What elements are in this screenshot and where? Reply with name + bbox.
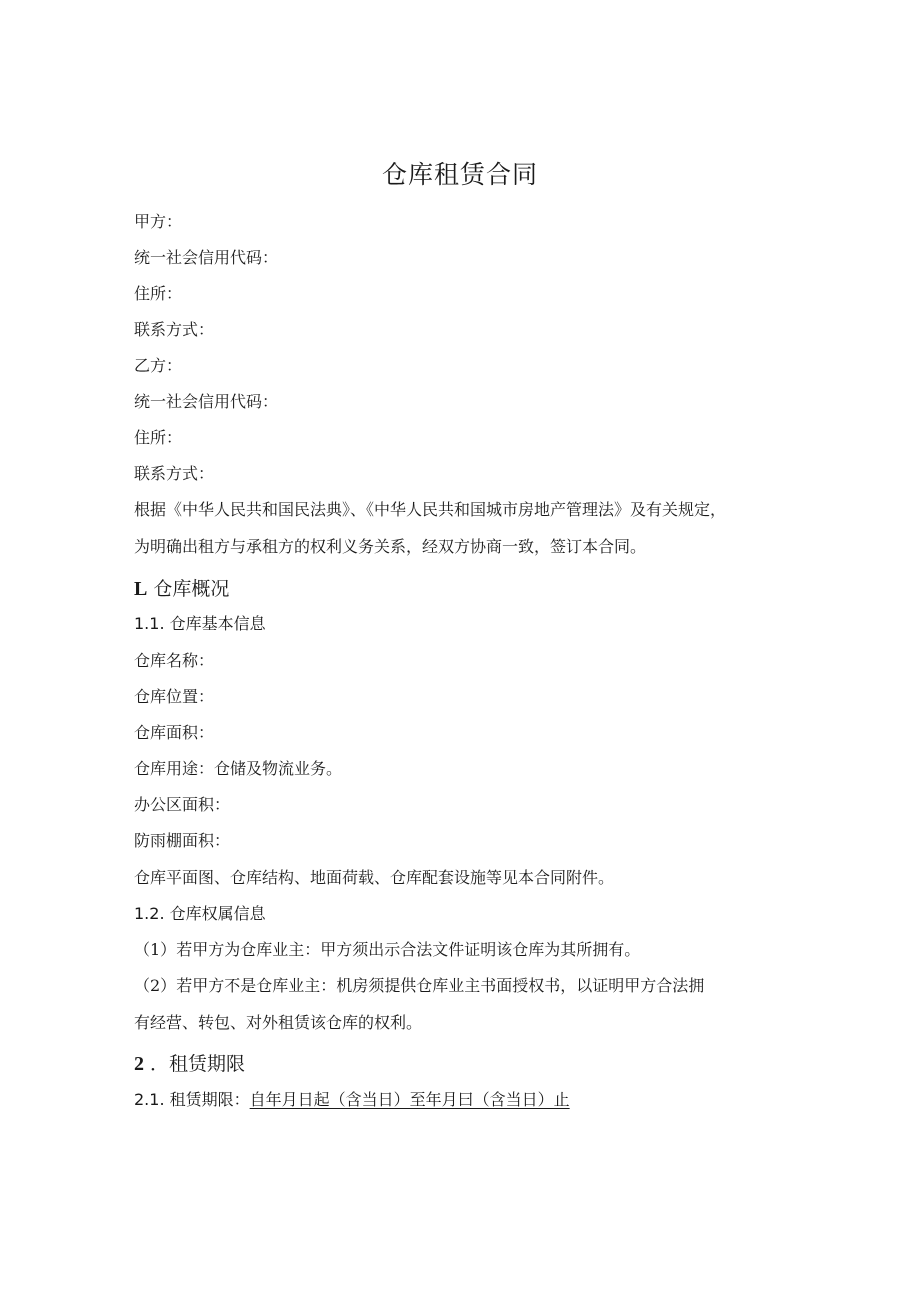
clause-1-number: （1） [134, 940, 177, 959]
ownership-clause-2-continued: 有经营、转包、对外租赁该仓库的权利。 [134, 1013, 423, 1032]
section-1-number: L [134, 578, 148, 600]
warehouse-location: 仓库位置： [134, 687, 215, 706]
warehouse-area: 仓库面积： [134, 723, 215, 742]
subsection-2-1-number: 2.1. [134, 1090, 165, 1109]
party-b-contact: 联系方式： [134, 464, 215, 483]
party-b-address: 住所： [134, 428, 183, 447]
section-1-title: 仓库概况 [153, 578, 230, 600]
canopy-area: 防雨棚面积： [134, 831, 231, 850]
party-a-address: 住所： [134, 284, 183, 303]
section-1-heading [134, 575, 229, 603]
document-title: 仓库租赁合同 [381, 160, 538, 189]
clause-2-number: （2） [134, 976, 177, 995]
ownership-clause-2 [134, 974, 704, 998]
party-a-credit-code: 统一社会信用代码： [134, 248, 279, 267]
warehouse-usage: 仓库用途：仓储及物流业务。 [134, 759, 343, 778]
section-2-heading [134, 1050, 245, 1078]
subsection-1-1-number: 1.1. [134, 614, 165, 633]
ownership-clause-1 [134, 938, 640, 962]
clause-2-text: 若甲方不是仓库业主：机房须提供仓库业主书面授权书，以证明甲方合法拥 [176, 976, 705, 995]
warehouse-name: 仓库名称： [134, 651, 215, 670]
section-2-number: 2 [134, 1053, 144, 1075]
party-a-contact: 联系方式： [134, 320, 215, 339]
section-2-title: ．租赁期限 [150, 1053, 246, 1075]
office-area: 办公区面积： [134, 795, 231, 814]
lease-term-label: 租赁期限： [169, 1090, 250, 1109]
subsection-1-2-number: 1.2. [134, 904, 165, 923]
party-a-label: 甲方： [134, 212, 183, 231]
preamble-line-2: 为明确出租方与承租方的权利义务关系，经双方协商一致，签订本合同。 [134, 537, 647, 556]
preamble-line-1: 根据《中华人民共和国民法典》、《中华人民共和国城市房地产管理法》及有关规定， [134, 500, 727, 519]
subsection-1-1-heading [134, 612, 266, 636]
subsection-1-2-heading [134, 902, 266, 926]
lease-term-value: 自年月日起（含当日）至年月曰（含当日）止 [249, 1090, 570, 1109]
party-b-credit-code: 统一社会信用代码： [134, 392, 279, 411]
warehouse-attachments-note: 仓库平面图、仓库结构、地面荷载、仓库配套设施等见本合同附件。 [134, 868, 615, 887]
party-b-label: 乙方： [134, 356, 183, 375]
subsection-1-2-title: 仓库权属信息 [169, 904, 266, 923]
subsection-1-1-title: 仓库基本信息 [169, 614, 266, 633]
subsection-2-1-lease-term [134, 1088, 570, 1112]
clause-1-text: 若甲方为仓库业主：甲方须出示合法文件证明该仓库为其所拥有。 [176, 940, 641, 959]
